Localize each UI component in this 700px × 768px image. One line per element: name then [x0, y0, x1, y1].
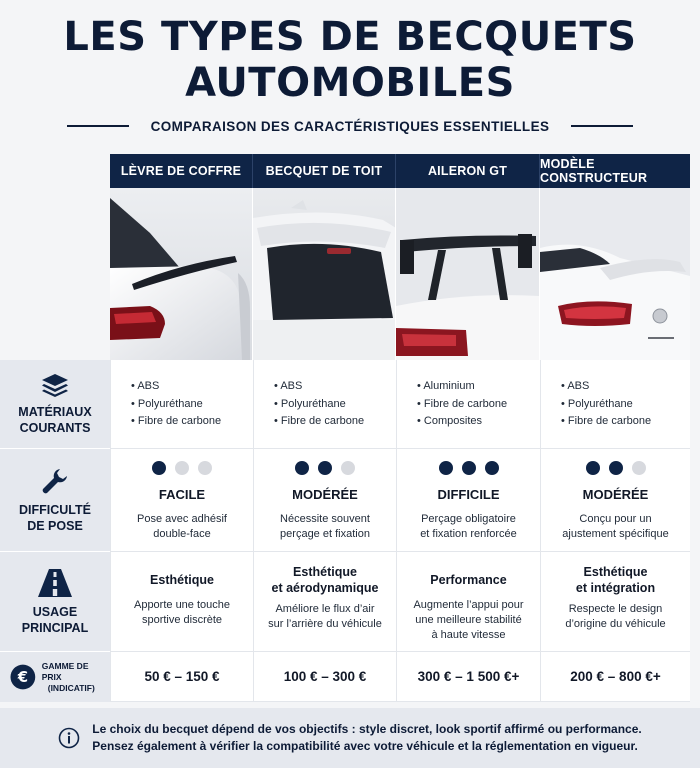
difficulty-cell [110, 449, 253, 552]
difficulty-cell [540, 449, 690, 552]
difficulty-dot [462, 461, 476, 475]
difficulty-dot [318, 461, 332, 475]
difficulty-dot [439, 461, 453, 475]
subtitle: COMPARAISON DES CARACTÉRISTIQUES ESSENTIELLES [150, 118, 550, 134]
difficulty-cell [396, 449, 540, 552]
material-item: • Composites [417, 415, 482, 427]
material-item: • ABS [274, 380, 303, 392]
column-header-becquet-de-toit: BECQUET DE TOIT [253, 154, 396, 188]
page-title-line-1: LES TYPES DE BECQUETS [63, 14, 637, 60]
row-label-usage-line-2: PRINCIPAL [21, 620, 89, 635]
table-corner [0, 154, 110, 188]
material-item: • Fibre de carbone [561, 415, 652, 427]
difficulty-cell [253, 449, 396, 552]
row-label-price-text: GAMME DE PRIX (INDICATIF) [41, 660, 95, 693]
price-cell: 200 € – 800 €+ [540, 652, 690, 702]
comparison-table [0, 154, 700, 702]
photo-roof-spoiler [253, 188, 396, 360]
row-label-price [0, 652, 110, 702]
usage-cell [540, 552, 690, 652]
difficulty-dot [295, 461, 309, 475]
material-item: • Fibre de carbone [131, 415, 222, 427]
row-label-usage [0, 552, 110, 652]
difficulty-dots [586, 461, 646, 475]
column-header-aileron-gt: AILERON GT [396, 154, 540, 188]
subtitle-rule-left [67, 125, 129, 127]
price-cell: 50 € – 150 € [110, 652, 253, 702]
materials-cell [396, 360, 540, 449]
difficulty-description: Nécessite souvent perçage et fixation [280, 513, 370, 540]
usage-title: Esthétique [150, 573, 214, 587]
column-header-modele-constructeur: MODÈLE CONSTRUCTEUR [540, 154, 690, 188]
footer-note [0, 708, 700, 768]
subtitle-row [0, 116, 700, 136]
usage-description: Respecte le design d’origine du véhicule [565, 603, 666, 630]
difficulty-level: MODÉRÉE [292, 487, 358, 502]
difficulty-dot [632, 461, 646, 475]
usage-title: Esthétique et aérodynamique [271, 565, 379, 595]
euro-icon [10, 664, 36, 690]
material-item: • Polyuréthane [561, 397, 633, 410]
material-item: • Fibre de carbone [274, 415, 365, 427]
difficulty-dots [152, 461, 212, 475]
difficulty-description: Conçu pour un ajustement spécifique [562, 513, 669, 540]
usage-cell [396, 552, 540, 652]
difficulty-level: DIFFICILE [437, 487, 500, 502]
usage-title: Esthétique et intégration [575, 565, 656, 595]
difficulty-dot [485, 461, 499, 475]
footer-text [92, 721, 641, 755]
material-item: • Aluminium [417, 380, 475, 392]
row-label-usage-line-1: USAGE [32, 604, 78, 619]
difficulty-dot [198, 461, 212, 475]
info-icon [58, 727, 80, 749]
subtitle-rule-right [571, 125, 633, 127]
row-label-materials-line-2: COURANTS [19, 421, 91, 435]
difficulty-level: MODÉRÉE [582, 487, 649, 502]
materials-cell [110, 360, 253, 449]
difficulty-description: Perçage obligatoire et fixation renforcée [420, 513, 517, 540]
materials-cell [253, 360, 396, 449]
row-label-difficulty-line-1: DIFFICULTÉ [19, 503, 91, 517]
material-item: • ABS [561, 380, 590, 392]
page-title [0, 14, 700, 106]
photo-row-corner [0, 188, 110, 360]
material-item: • ABS [131, 380, 160, 392]
difficulty-dot [609, 461, 623, 475]
material-item: • Fibre de carbone [417, 397, 508, 410]
row-label-difficulty-line-2: DE POSE [27, 519, 83, 533]
footer-line-2: Pensez également à vérifier la compatibilité avec votre véhicule et la réglementation en vigueur. [92, 739, 638, 753]
row-label-materials-line-1: MATÉRIAUX [18, 405, 92, 419]
photo-gt-wing [396, 188, 540, 360]
difficulty-dots [295, 461, 355, 475]
layers-icon [40, 372, 70, 398]
material-item: • Polyuréthane [131, 397, 203, 410]
difficulty-dot [586, 461, 600, 475]
difficulty-dot [341, 461, 355, 475]
usage-cell [253, 552, 396, 652]
page-title-line-2: AUTOMOBILES [185, 60, 515, 106]
photo-oem-spoiler [540, 188, 690, 360]
svg-text:€: € [17, 668, 29, 686]
row-label-difficulty [0, 449, 110, 552]
difficulty-dots [439, 461, 499, 475]
wrench-icon [40, 466, 70, 496]
usage-description: Augmente l’appui pour une meilleure stabilité à haute vitesse [413, 599, 524, 641]
difficulty-dot [152, 461, 166, 475]
row-label-materials [0, 360, 110, 449]
material-item: • Polyuréthane [274, 397, 346, 410]
column-header-levre-de-coffre: LÈVRE DE COFFRE [110, 154, 253, 188]
usage-cell [110, 552, 253, 652]
materials-cell [540, 360, 690, 449]
photo-trunk-lip-spoiler [110, 188, 253, 360]
difficulty-level: FACILE [158, 487, 206, 502]
road-icon [37, 568, 73, 598]
price-cell: 300 € – 1 500 €+ [396, 652, 540, 702]
footer-line-1: Le choix du becquet dépend de vos objectifs : style discret, look sportif affirmé ou performance. [92, 722, 642, 736]
difficulty-description: Pose avec adhésif double-face [137, 513, 227, 540]
usage-title: Performance [430, 573, 507, 587]
usage-description: Améliore le flux d’air sur l’arrière du véhicule [268, 603, 382, 630]
price-cell: 100 € – 300 € [253, 652, 396, 702]
usage-description: Apporte une touche sportive discrète [133, 599, 231, 626]
difficulty-dot [175, 461, 189, 475]
